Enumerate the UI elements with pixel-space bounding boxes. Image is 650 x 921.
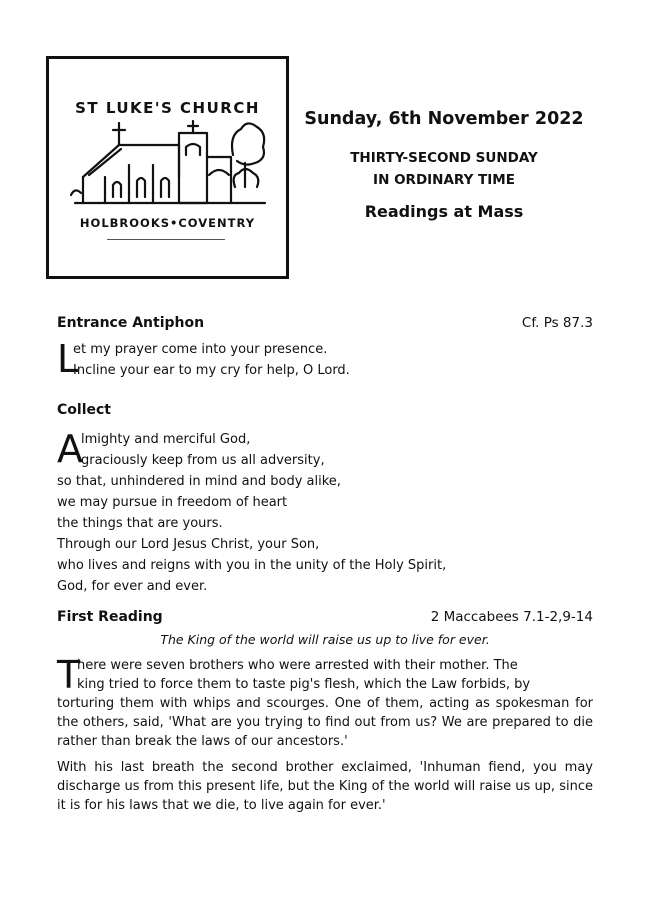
entrance-antiphon-section — [57, 315, 593, 381]
entrance-antiphon-header — [57, 315, 593, 335]
logo-location: HOLBROOKS•COVENTRY — [79, 216, 256, 230]
first-reading-section — [57, 609, 593, 815]
first-reading-subtitle: The King of the world will raise us up to live for ever. — [160, 632, 490, 647]
entrance-antiphon-title: Entrance Antiphon — [57, 315, 205, 331]
sunday-line-1: THIRTY-SECOND SUNDAY — [350, 150, 538, 166]
entrance-antiphon-text — [57, 339, 593, 381]
entrance-antiphon-dropcap: L — [57, 337, 79, 381]
collect-line: so that, unhindered in mind and body alike, — [57, 474, 341, 489]
collect-line: who lives and reigns with you in the unity of the Holy Spirit, — [57, 558, 447, 573]
paragraph-text: torturing them with whips and scourges. One of them, acting as spokesman for the others, said, 'What are you trying to find out from us? We are prepared to die rather than break the laws of our ancestors.' — [57, 696, 593, 749]
first-reading-dropcap: T — [57, 653, 81, 697]
first-reading-title: First Reading — [57, 609, 163, 625]
entrance-antiphon-reference: Cf. Ps 87.3 — [521, 315, 593, 331]
collect-dropcap: A — [57, 427, 83, 471]
collect-line: Through our Lord Jesus Christ, your Son, — [57, 537, 320, 552]
collect-section — [57, 402, 593, 597]
church-drawing-icon — [69, 115, 269, 211]
collect-header — [57, 402, 593, 422]
sunday-line-2: IN ORDINARY TIME — [373, 172, 515, 188]
paragraph-line: king tried to force them to taste pig's flesh, which the Law forbids, by — [77, 677, 531, 692]
mass-date: Sunday, 6th November 2022 — [304, 109, 584, 129]
liturgical-sunday — [296, 147, 592, 191]
logo-divider — [107, 239, 225, 240]
antiphon-line: Incline your ear to my cry for help, O Lord. — [73, 363, 350, 378]
first-reading-reference: 2 Maccabees 7.1-2,9-14 — [430, 609, 593, 625]
first-reading-header — [57, 609, 593, 629]
first-reading-paragraph-2: With his last breath the second brother exclaimed, 'Inhuman fiend, you may discharge us from this present life, but the King of the world will raise us up, since it is for his laws that we die, to live again for ever.' — [57, 760, 593, 813]
readings-heading: Readings at Mass — [364, 202, 524, 221]
collect-line: the things that are yours. — [57, 516, 223, 531]
logo-church-name: ST LUKE'S CHURCH — [75, 99, 260, 117]
collect-line: graciously keep from us all adversity, — [81, 453, 325, 468]
collect-text — [57, 429, 593, 597]
church-logo — [46, 56, 289, 279]
collect-line: lmighty and merciful God, — [81, 432, 251, 447]
first-reading-paragraph-1 — [57, 653, 593, 751]
antiphon-line: et my prayer come into your presence. — [73, 342, 328, 357]
collect-line: we may pursue in freedom of heart — [57, 495, 288, 510]
collect-line: God, for ever and ever. — [57, 579, 208, 594]
collect-title: Collect — [57, 402, 111, 418]
paragraph-line: here were seven brothers who were arrested with their mother. The — [77, 658, 518, 673]
